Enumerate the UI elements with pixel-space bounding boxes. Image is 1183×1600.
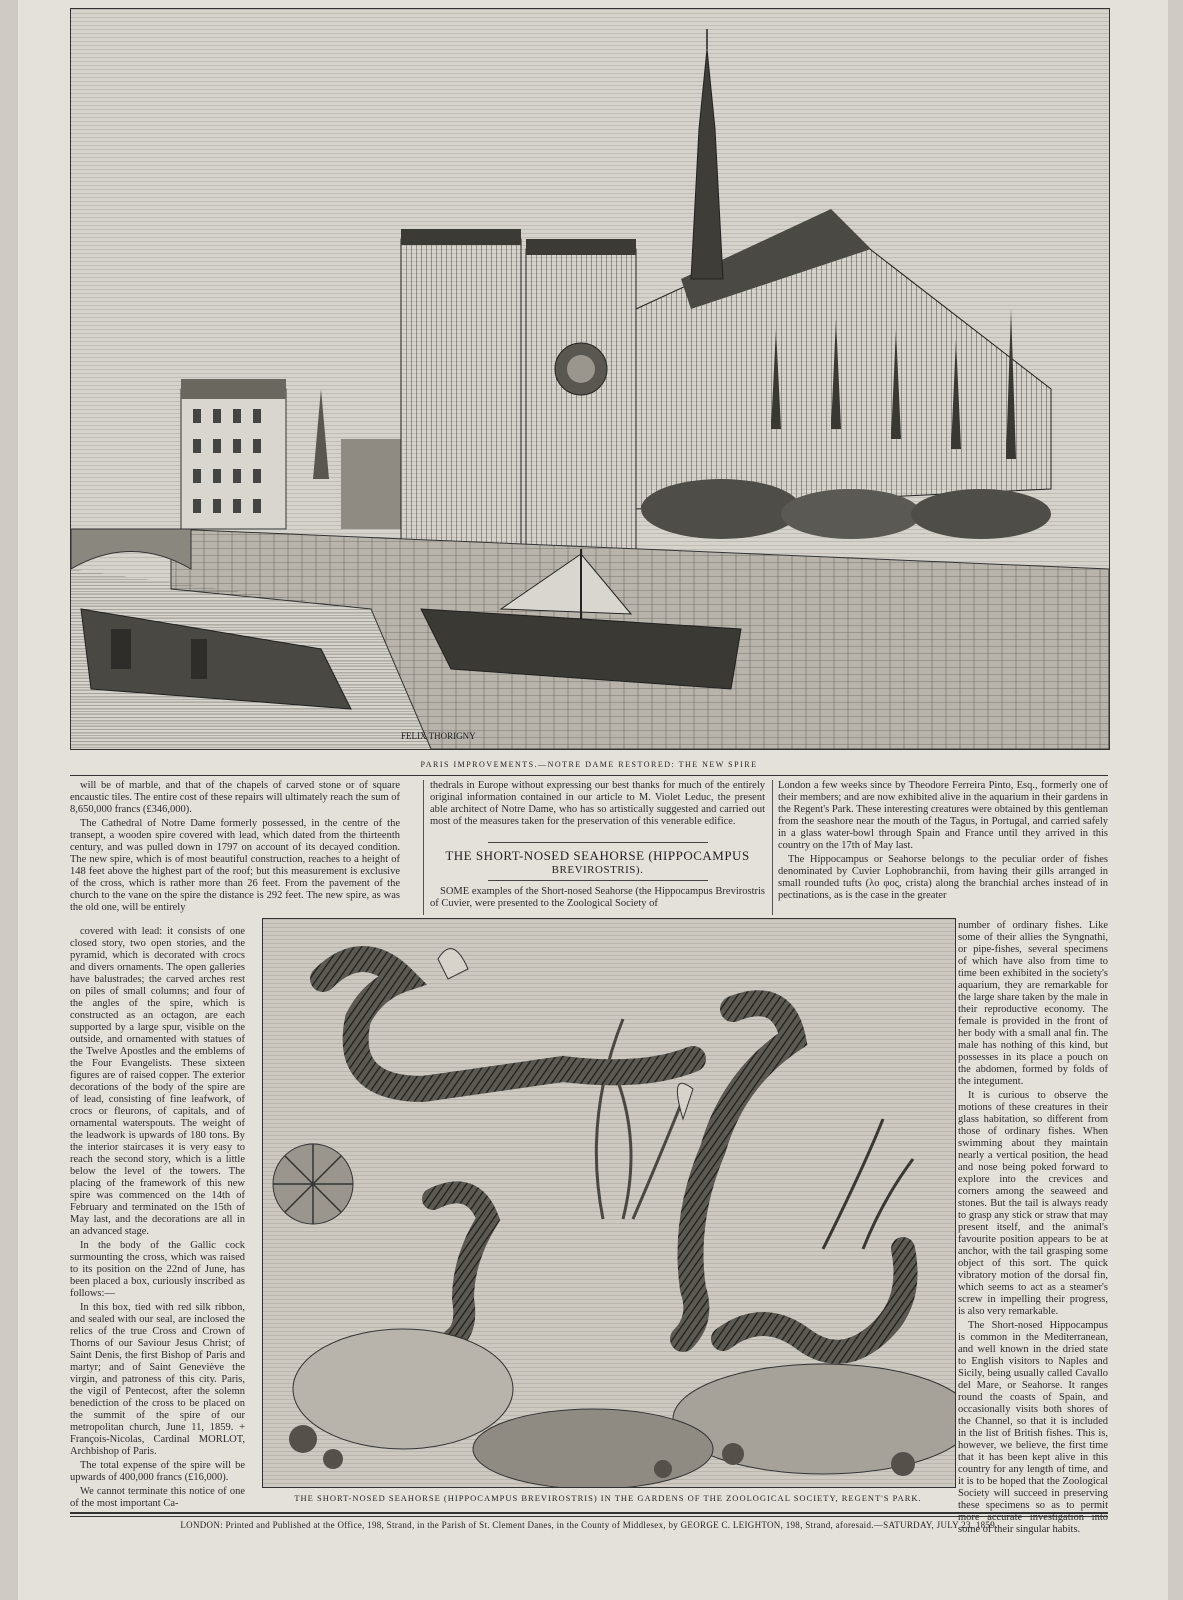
col3-paragraph-1: London a few weeks since by Theodore Ferreira Pinto, Esq., formerly one of their members; and are now exhibited alive in the aquarium in their gardens in the Regent's Park. These interesting creatures were obtained by this gentleman from the seashore near the mouth of the Tagus, in Portugal, and carried safely in a glass water-bowl through Spain and France until they arrived in this country on the 17th of May last. xyxy=(778,780,1108,851)
publisher-imprint: LONDON: Printed and Published at the Office, 198, Strand, in the Parish of St. Clement Danes, in the County of Middlesex, by GEORGE C. LEIGHTON, 198, Strand, aforesaid.—SATURDAY, JULY 23, 1859. xyxy=(180,1520,998,1530)
title-rule-top xyxy=(488,842,708,843)
footer-rule xyxy=(70,1512,1108,1514)
col2-body: SOME examples of the Short-nosed Seahorse (the Hippocampus Brevirostris of Cuvier, were presented to the Zoological Society of xyxy=(430,886,765,909)
column-2-body xyxy=(430,886,765,912)
notre-dame-illustration xyxy=(71,9,1109,749)
caption-rule xyxy=(70,775,1108,776)
article-title-line-2: BREVIROSTRIS). xyxy=(551,864,644,876)
col1-narrow-paragraph-1: covered with lead: it consists of one closed story, two open stories, and the pyramid, which is decorated with crocs and divers ornaments. The open galleries have balustrades; the carved arches rest on piles of small columns; and four of the angles of the spire, which is constructed as an octagon, are each supported by a large spur, visible on the outside, and ornamented with statues of the Twelve Apostles and the emblems of the Four Evangelists. These sixteen figures are of raised copper. The exterior decorations of the body of the spire are of lead, consisting of fine leafwork, of crocs or fleurons, of capitals, and of ornamental waterspouts. The weight of the leadwork is upwards of 180 tons. By the interior staircases it is very easy to reach the second story, which is a little below the level of the towers. The placing of the framework of this new spire was commenced on the 14th of February and terminated on the 15th of May last, and the decorations are all in an advanced stage. xyxy=(70,926,245,1237)
seahorse-article-title xyxy=(430,848,765,876)
col1-narrow-paragraph-5: We cannot terminate this notice of one of the most important Ca- xyxy=(70,1486,245,1509)
column-divider-2 xyxy=(772,780,773,915)
newspaper-page xyxy=(18,0,1168,1600)
title-rule-bottom xyxy=(488,880,708,881)
seahorse-engraving-caption: THE SHORT-NOSED SEAHORSE (HIPPOCAMPUS BREVIROSTRIS) IN THE GARDENS OF THE ZOOLOGICAL SOCIETY, REGENT'S PARK. xyxy=(294,1493,922,1503)
col1-narrow-paragraph-4: The total expense of the spire will be upwards of 400,000 francs (£16,000). xyxy=(70,1460,245,1483)
article-title-line-1: THE SHORT-NOSED SEAHORSE (HIPPOCAMPUS xyxy=(445,848,750,863)
footer-rule-thin xyxy=(70,1516,1108,1517)
col3-narrow-paragraph-3: The Short-nosed Hippocampus is common in the Mediterranean, and well known in the dried state to English visitors to Naples and Sicily, being usually called Cavallo del Mare, or Seahorse. It ranges round the coasts of Spain, and occasionally visits both shores of the Channel, so that it is included in the list of British fishes. This is, however, we believe, the first time that it has been kept alive in this country for any length of time, and it is to be hoped that the Zoological Society will succeed in preserving these specimens so as to permit more accurate investigation into some of their singular habits. xyxy=(958,1320,1108,1535)
col3-narrow-paragraph-2: It is curious to observe the motions of these creatures in their glass habitation, so different from those of ordinary fishes. When swimming about they maintain nearly a vertical position, the head and nose being poked forward to explore into the crevices and corners among the seaweed and stones. But the tail is always ready to grasp any stick or straw that may present itself, and the animal's favourite position appears to be at anchor, with the tail grasping some object of this sort. The quick vibratory motion of the dorsal fin, which seems to act as a steamer's screw in impelling their progress, is also very remarkable. xyxy=(958,1090,1108,1317)
col3-narrow-paragraph-1: number of ordinary fishes. Like some of their allies the Syngnathi, or pipe-fishes, several specimens of which have also from time to time been exhibited in the society's aquarium, they are remarkable for the large share taken by the male in their reproductive economy. The female is provided in the front of her body with a small anal fin. The male has nothing of this kind, but possesses in its place a pouch on the abdomen, formed by folds of the integument. xyxy=(958,920,1108,1087)
column-1-narrow xyxy=(70,926,245,1512)
notre-dame-engraving xyxy=(70,8,1110,750)
column-divider-1 xyxy=(423,780,424,915)
col1-narrow-paragraph-2: In the body of the Gallic cock surmounting the cross, which was raised to its position on the 22nd of June, has been placed a box, curiously inscribed as follows:— xyxy=(70,1240,245,1299)
col2-intro: thedrals in Europe without expressing our best thanks for much of the entirely original information contained in our article to M. Violet Leduc, the present able architect of Notre Dame, who has so artistically suggested and carried out most of the measures taken for the preservation of this venerable edifice. xyxy=(430,780,765,827)
seahorse-illustration xyxy=(263,919,955,1487)
col1-paragraph-2: The Cathedral of Notre Dame formerly possessed, in the centre of the transept, a wooden spire covered with lead, which dated from the thirteenth century, and was pulled down in 1797 on account of its decayed condition. The new spire, which is of most beautiful construction, reaches to a height of 148 feet above the highest part of the roof; but this measurement is exclusive of the cross, which is rather more than 26 feet. From the pavement of the church to the vane on the spire the distance is 292 feet. The new spire, as was the old one, will be entirely xyxy=(70,818,400,913)
engraver-signature: FELIX THORIGNY xyxy=(401,731,476,741)
seahorse-engraving xyxy=(262,918,956,1488)
col1-narrow-paragraph-3: In this box, tied with red silk ribbon, and sealed with our seal, are inclosed the relics of the true Cross and Crown of Thorns of our Saviour Jesus Christ; of Saint Denis, the first Bishop of Paris and martyr; and of Saint Geneviève the virgin, and patroness of this city. Paris, the vigil of Pentecost, after the solemn benediction of the cross to be placed on the summit of the spire of our metropolitan church, June 11, 1859. + François-Nicolas, Cardinal MORLOT, Archbishop of Paris. xyxy=(70,1302,245,1457)
top-engraving-caption: PARIS IMPROVEMENTS.—NOTRE DAME RESTORED: THE NEW SPIRE xyxy=(420,760,758,769)
column-2 xyxy=(430,780,765,830)
column-1-top xyxy=(70,780,400,916)
col3-paragraph-2: The Hippocampus or Seahorse belongs to the peculiar order of fishes denominated by Cuvier Lophobranchii, from having their gills arranged in small rounded tufts (λο φος, crista) along the branchial arches instead of in pectinations, as is the case in the greater xyxy=(778,854,1108,901)
column-3-narrow xyxy=(958,920,1108,1538)
col1-paragraph-1: will be of marble, and that of the chapels of carved stone or of square encaustic tiles. The entire cost of these repairs will ultimately reach the sum of 8,650,000 francs (£346,000). xyxy=(70,780,400,815)
column-3-top xyxy=(778,780,1108,904)
